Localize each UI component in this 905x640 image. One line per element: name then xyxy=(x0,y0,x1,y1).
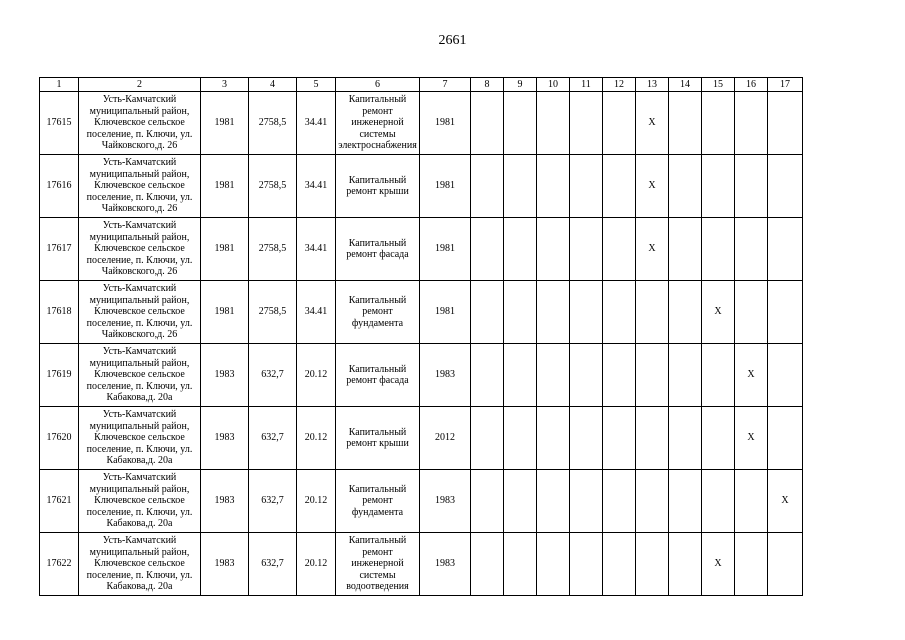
mark-cell-col-16 xyxy=(735,281,768,344)
mark-cell-col-9 xyxy=(504,407,537,470)
mark-cell-col-14 xyxy=(669,533,702,596)
col7-cell: 1981 xyxy=(420,218,471,281)
mark-cell-col-17 xyxy=(768,281,803,344)
table-row xyxy=(40,407,803,470)
column-header: 11 xyxy=(570,78,603,92)
table-row xyxy=(40,281,803,344)
address-cell: Усть-Камчатский муниципальный район, Ключевское сельское поселение, п. Ключи, ул. Кабакова,д. 20а xyxy=(79,344,201,407)
area-cell: 632,7 xyxy=(249,470,297,533)
area-cell: 632,7 xyxy=(249,533,297,596)
address-cell: Усть-Камчатский муниципальный район, Ключевское сельское поселение, п. Ключи, ул. Чайковского,д. 26 xyxy=(79,218,201,281)
row-id-cell: 17621 xyxy=(40,470,79,533)
col5-cell: 34.41 xyxy=(297,92,336,155)
col7-cell: 1981 xyxy=(420,281,471,344)
row-id-cell: 17620 xyxy=(40,407,79,470)
mark-cell-col-12 xyxy=(603,533,636,596)
mark-cell-col-17 xyxy=(768,533,803,596)
mark-cell-col-12 xyxy=(603,344,636,407)
mark-cell-col-15: X xyxy=(702,533,735,596)
mark-cell-col-14 xyxy=(669,344,702,407)
col7-cell: 1983 xyxy=(420,470,471,533)
mark-cell-col-8 xyxy=(471,407,504,470)
mark-cell-col-11 xyxy=(570,533,603,596)
mark-cell-col-13: X xyxy=(636,92,669,155)
area-cell: 2758,5 xyxy=(249,92,297,155)
year-built-cell: 1983 xyxy=(201,533,249,596)
mark-cell-col-9 xyxy=(504,470,537,533)
col5-cell: 20.12 xyxy=(297,344,336,407)
mark-cell-col-8 xyxy=(471,155,504,218)
col5-cell: 34.41 xyxy=(297,218,336,281)
area-cell: 2758,5 xyxy=(249,281,297,344)
mark-cell-col-13 xyxy=(636,281,669,344)
column-header: 16 xyxy=(735,78,768,92)
table-row xyxy=(40,92,803,155)
column-header: 2 xyxy=(79,78,201,92)
mark-cell-col-16 xyxy=(735,92,768,155)
mark-cell-col-10 xyxy=(537,470,570,533)
column-header: 7 xyxy=(420,78,471,92)
column-header: 6 xyxy=(336,78,420,92)
mark-cell-col-9 xyxy=(504,92,537,155)
mark-cell-col-14 xyxy=(669,92,702,155)
mark-cell-col-13 xyxy=(636,533,669,596)
work-type-cell: Капитальный ремонт инженерной системы водоотведения xyxy=(336,533,420,596)
mark-cell-col-15 xyxy=(702,218,735,281)
row-id-cell: 17615 xyxy=(40,92,79,155)
table-row xyxy=(40,344,803,407)
mark-cell-col-12 xyxy=(603,470,636,533)
column-header: 12 xyxy=(603,78,636,92)
col5-cell: 34.41 xyxy=(297,155,336,218)
mark-cell-col-17 xyxy=(768,92,803,155)
mark-cell-col-11 xyxy=(570,92,603,155)
year-built-cell: 1981 xyxy=(201,155,249,218)
year-built-cell: 1981 xyxy=(201,92,249,155)
mark-cell-col-16 xyxy=(735,218,768,281)
mark-cell-col-9 xyxy=(504,155,537,218)
mark-cell-col-13 xyxy=(636,470,669,533)
mark-cell-col-11 xyxy=(570,281,603,344)
mark-cell-col-8 xyxy=(471,92,504,155)
mark-cell-col-16: X xyxy=(735,407,768,470)
col7-cell: 1981 xyxy=(420,92,471,155)
col7-cell: 1983 xyxy=(420,344,471,407)
column-header: 17 xyxy=(768,78,803,92)
mark-cell-col-17 xyxy=(768,155,803,218)
table-row xyxy=(40,155,803,218)
header-row xyxy=(40,78,803,92)
address-cell: Усть-Камчатский муниципальный район, Ключевское сельское поселение, п. Ключи, ул. Чайковского,д. 26 xyxy=(79,92,201,155)
year-built-cell: 1981 xyxy=(201,281,249,344)
column-header: 8 xyxy=(471,78,504,92)
year-built-cell: 1981 xyxy=(201,218,249,281)
mark-cell-col-12 xyxy=(603,281,636,344)
address-cell: Усть-Камчатский муниципальный район, Ключевское сельское поселение, п. Ключи, ул. Кабакова,д. 20а xyxy=(79,407,201,470)
work-type-cell: Капитальный ремонт инженерной системы электроснабжения xyxy=(336,92,420,155)
column-header: 9 xyxy=(504,78,537,92)
table-row xyxy=(40,218,803,281)
mark-cell-col-12 xyxy=(603,407,636,470)
mark-cell-col-16 xyxy=(735,533,768,596)
mark-cell-col-9 xyxy=(504,344,537,407)
mark-cell-col-8 xyxy=(471,344,504,407)
mark-cell-col-16: X xyxy=(735,344,768,407)
mark-cell-col-15 xyxy=(702,344,735,407)
page-number: 2661 xyxy=(438,33,467,48)
row-id-cell: 17622 xyxy=(40,533,79,596)
mark-cell-col-12 xyxy=(603,92,636,155)
mark-cell-col-14 xyxy=(669,470,702,533)
registry-table xyxy=(39,77,803,596)
year-built-cell: 1983 xyxy=(201,407,249,470)
column-header: 15 xyxy=(702,78,735,92)
work-type-cell: Капитальный ремонт фасада xyxy=(336,218,420,281)
col5-cell: 20.12 xyxy=(297,470,336,533)
col5-cell: 34.41 xyxy=(297,281,336,344)
col5-cell: 20.12 xyxy=(297,407,336,470)
mark-cell-col-13 xyxy=(636,407,669,470)
row-id-cell: 17619 xyxy=(40,344,79,407)
mark-cell-col-15: X xyxy=(702,281,735,344)
mark-cell-col-17: X xyxy=(768,470,803,533)
mark-cell-col-15 xyxy=(702,470,735,533)
mark-cell-col-17 xyxy=(768,218,803,281)
area-cell: 632,7 xyxy=(249,344,297,407)
mark-cell-col-14 xyxy=(669,218,702,281)
registry-body xyxy=(40,92,803,596)
year-built-cell: 1983 xyxy=(201,344,249,407)
mark-cell-col-11 xyxy=(570,344,603,407)
mark-cell-col-15 xyxy=(702,155,735,218)
mark-cell-col-14 xyxy=(669,407,702,470)
mark-cell-col-14 xyxy=(669,281,702,344)
work-type-cell: Капитальный ремонт фундамента xyxy=(336,281,420,344)
mark-cell-col-13 xyxy=(636,344,669,407)
row-id-cell: 17617 xyxy=(40,218,79,281)
table-row xyxy=(40,533,803,596)
column-header: 13 xyxy=(636,78,669,92)
area-cell: 632,7 xyxy=(249,407,297,470)
table-row xyxy=(40,470,803,533)
mark-cell-col-12 xyxy=(603,155,636,218)
col7-cell: 2012 xyxy=(420,407,471,470)
address-cell: Усть-Камчатский муниципальный район, Ключевское сельское поселение, п. Ключи, ул. Чайковского,д. 26 xyxy=(79,281,201,344)
mark-cell-col-11 xyxy=(570,218,603,281)
mark-cell-col-11 xyxy=(570,470,603,533)
mark-cell-col-12 xyxy=(603,218,636,281)
mark-cell-col-14 xyxy=(669,155,702,218)
col7-cell: 1983 xyxy=(420,533,471,596)
mark-cell-col-11 xyxy=(570,407,603,470)
address-cell: Усть-Камчатский муниципальный район, Ключевское сельское поселение, п. Ключи, ул. Кабакова,д. 20а xyxy=(79,533,201,596)
mark-cell-col-17 xyxy=(768,407,803,470)
mark-cell-col-10 xyxy=(537,281,570,344)
column-header: 4 xyxy=(249,78,297,92)
mark-cell-col-13: X xyxy=(636,218,669,281)
column-header: 14 xyxy=(669,78,702,92)
mark-cell-col-8 xyxy=(471,281,504,344)
work-type-cell: Капитальный ремонт крыши xyxy=(336,155,420,218)
mark-cell-col-10 xyxy=(537,344,570,407)
mark-cell-col-11 xyxy=(570,155,603,218)
year-built-cell: 1983 xyxy=(201,470,249,533)
mark-cell-col-10 xyxy=(537,407,570,470)
row-id-cell: 17618 xyxy=(40,281,79,344)
mark-cell-col-8 xyxy=(471,218,504,281)
address-cell: Усть-Камчатский муниципальный район, Ключевское сельское поселение, п. Ключи, ул. Кабакова,д. 20а xyxy=(79,470,201,533)
mark-cell-col-8 xyxy=(471,533,504,596)
column-header: 1 xyxy=(40,78,79,92)
column-header: 10 xyxy=(537,78,570,92)
mark-cell-col-9 xyxy=(504,533,537,596)
mark-cell-col-8 xyxy=(471,470,504,533)
area-cell: 2758,5 xyxy=(249,218,297,281)
work-type-cell: Капитальный ремонт фасада xyxy=(336,344,420,407)
work-type-cell: Капитальный ремонт фундамента xyxy=(336,470,420,533)
mark-cell-col-9 xyxy=(504,218,537,281)
area-cell: 2758,5 xyxy=(249,155,297,218)
mark-cell-col-10 xyxy=(537,92,570,155)
work-type-cell: Капитальный ремонт крыши xyxy=(336,407,420,470)
mark-cell-col-15 xyxy=(702,92,735,155)
mark-cell-col-17 xyxy=(768,344,803,407)
col7-cell: 1981 xyxy=(420,155,471,218)
row-id-cell: 17616 xyxy=(40,155,79,218)
mark-cell-col-10 xyxy=(537,155,570,218)
column-header: 3 xyxy=(201,78,249,92)
mark-cell-col-16 xyxy=(735,470,768,533)
mark-cell-col-10 xyxy=(537,533,570,596)
column-header: 5 xyxy=(297,78,336,92)
mark-cell-col-13: X xyxy=(636,155,669,218)
mark-cell-col-15 xyxy=(702,407,735,470)
address-cell: Усть-Камчатский муниципальный район, Ключевское сельское поселение, п. Ключи, ул. Чайковского,д. 26 xyxy=(79,155,201,218)
mark-cell-col-16 xyxy=(735,155,768,218)
col5-cell: 20.12 xyxy=(297,533,336,596)
mark-cell-col-9 xyxy=(504,281,537,344)
mark-cell-col-10 xyxy=(537,218,570,281)
